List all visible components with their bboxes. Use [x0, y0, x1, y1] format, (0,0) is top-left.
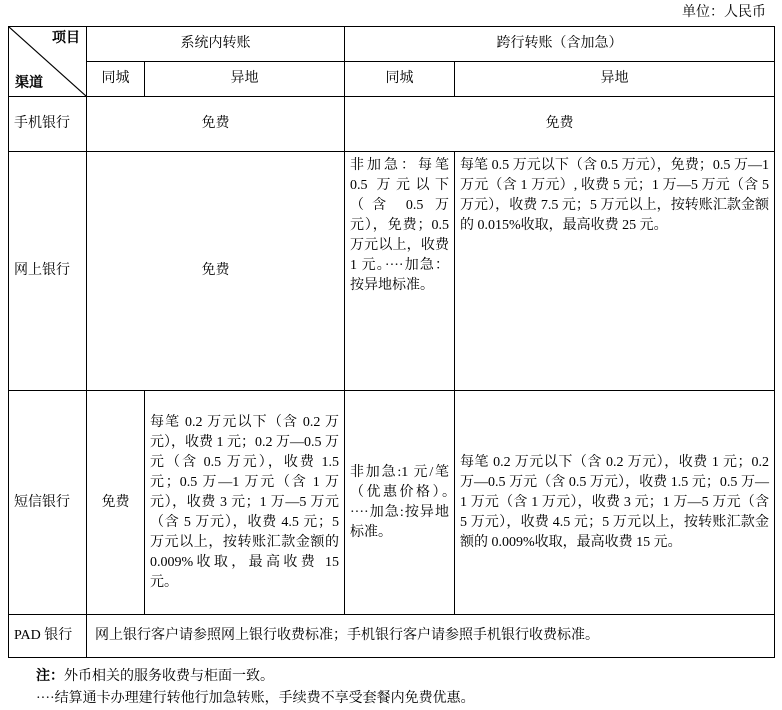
corner-channel-label: 渠道	[15, 76, 43, 91]
cell-mobile-interbank: 免费	[345, 97, 775, 152]
cell-online-interbank-local: 非加急：每笔 0.5 万元以下（含 0.5 万元），免费；0.5 万元以上，收费 1 元。····加急：按异地标准。	[345, 152, 455, 391]
cell-online-internal: 免费	[87, 152, 345, 391]
table-row	[9, 152, 775, 391]
cell-mobile-internal: 免费	[87, 97, 345, 152]
row-label-pad-bank: PAD 银行	[9, 615, 87, 658]
cell-sms-interbank-remote: 每笔 0.2 万元以下（含 0.2 万元），收费 1 元；0.2 万—0.5 万元（含 0.5 万元），收费 1.5 元；0.5 万—1 万元（含 1 万元），收费 3 元；1 万—5 万元（含 5 万元），收费 4.5 元；5 万元以上，按转账汇款金额的 0.009%收取，最高收费 15 元。	[455, 391, 775, 615]
note-line-1	[8, 666, 774, 688]
corner-header-cell	[9, 27, 87, 97]
row-label-sms-bank: 短信银行	[9, 391, 87, 615]
note-line-2: ····结算通卡办理建行转他行加急转账，手续费不享受套餐内免费优惠。	[36, 691, 475, 706]
row-label-online-bank: 网上银行	[9, 152, 87, 391]
header-group-interbank: 跨行转账（含加急）	[345, 27, 775, 62]
cell-sms-interbank-local: 非加急:1 元/笔（优惠价格）。····加急:按异地标准。	[345, 391, 455, 615]
note-text-1: 外币相关的服务收费与柜面一致。	[64, 669, 274, 684]
header-internal-local: 同城	[87, 62, 145, 97]
table-header-row-2	[9, 62, 775, 97]
notes-section	[8, 666, 774, 710]
cell-sms-internal-remote: 每笔 0.2 万元以下（含 0.2 万元），收费 1 元；0.2 万—0.5 万元（含 0.5 万元），收费 1.5 元；0.5 万—1 万元（含 1 万元），收费 3 元；1 万—5 万元（含 5 万元），收费 4.5 元；5 万元以上，按转账汇款金额的 0.009%收取，最高收费 15 元。	[145, 391, 345, 615]
header-interbank-remote: 异地	[455, 62, 775, 97]
table-row	[9, 97, 775, 152]
header-group-internal: 系统内转账	[87, 27, 345, 62]
header-interbank-local: 同城	[345, 62, 455, 97]
cell-pad-all: 网上银行客户请参照网上银行收费标准；手机银行客户请参照手机银行收费标准。	[87, 615, 775, 658]
header-internal-remote: 异地	[145, 62, 345, 97]
row-label-mobile-bank: 手机银行	[9, 97, 87, 152]
unit-note: 单位：人民币	[682, 5, 766, 20]
note-label: 注：	[36, 669, 64, 684]
table-header-row-1	[9, 27, 775, 62]
cell-sms-internal-local: 免费	[87, 391, 145, 615]
fee-table	[8, 26, 775, 658]
corner-item-label: 项目	[52, 31, 80, 46]
table-row	[9, 615, 775, 658]
table-row	[9, 391, 775, 615]
cell-online-interbank-remote: 每笔 0.5 万元以下（含 0.5 万元），免费；0.5 万—1 万元（含 1 万元）, 收费 5 元；1 万—5 万元（含 5 万元），收费 7.5 元；5 万元以上，按转账汇款金额的 0.015%收取，最高收费 25 元。	[455, 152, 775, 391]
